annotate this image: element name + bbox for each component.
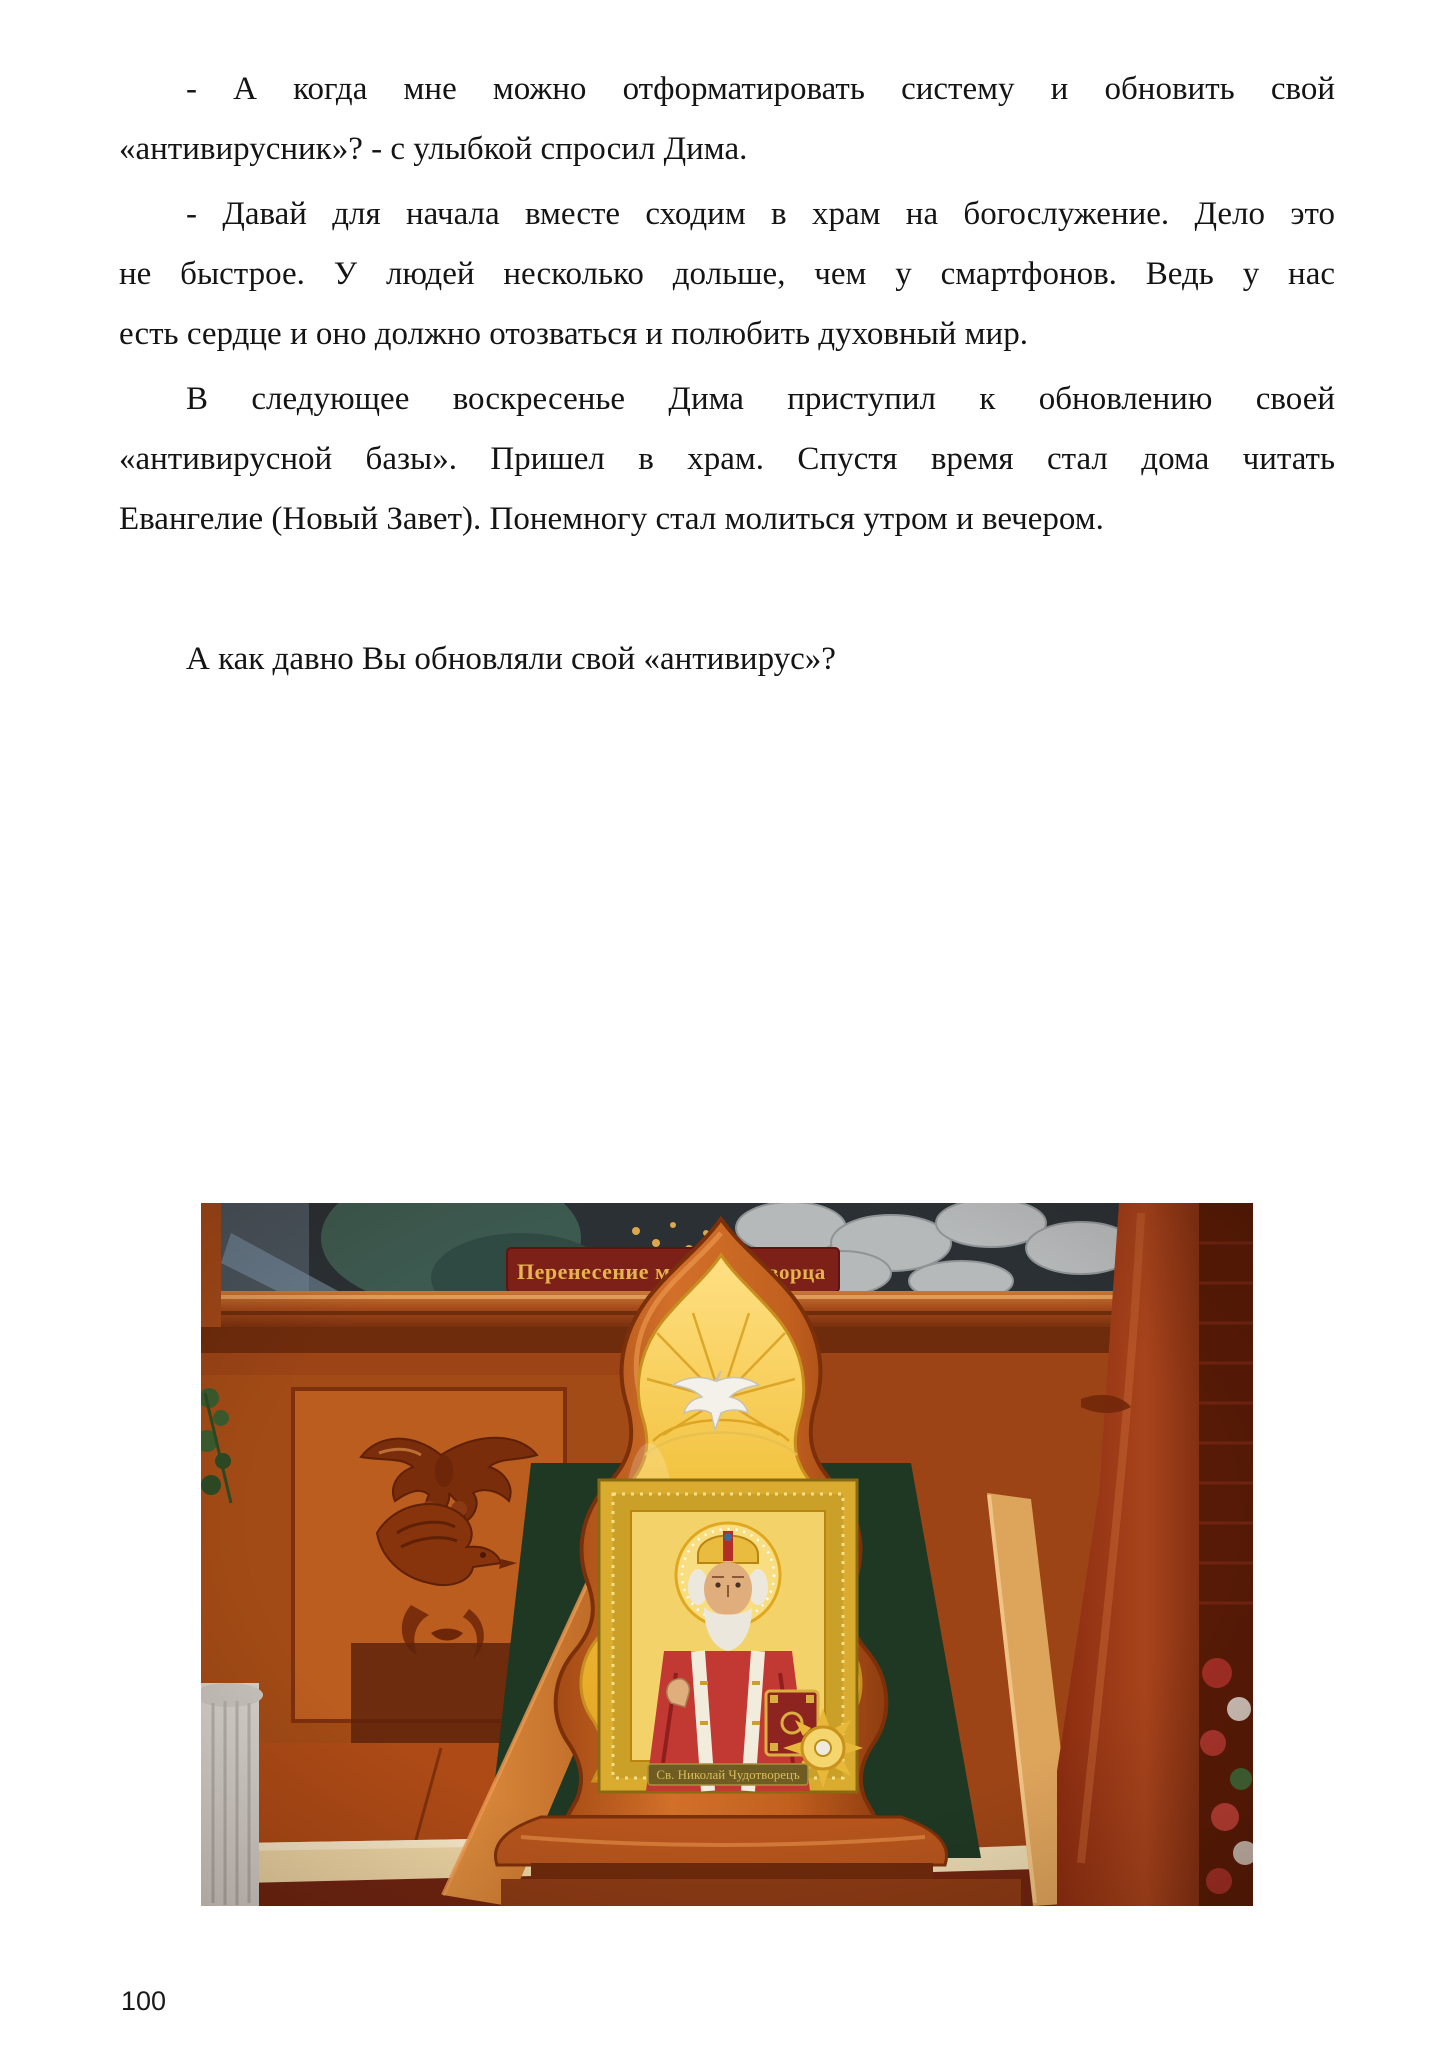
paragraph-line: В следующее воскресенье Дима приступил к обновлению своей [186, 381, 1335, 417]
paragraph-line: есть сердце и оно должно отозваться и полюбить духовный мир. [119, 316, 1028, 352]
vignette [201, 1203, 1253, 1906]
paragraph-line: Евангелие (Новый Завет). Понемногу стал молиться утром и вечером. [119, 501, 1104, 537]
page-number: 100 [121, 1986, 167, 2016]
paragraph-line: - А когда мне можно отформатировать систему и обновить свой [186, 71, 1335, 107]
paragraph-line: - Давай для начала вместе сходим в храм на богослужение. Дело это [186, 196, 1335, 232]
paragraph [119, 629, 1335, 689]
paragraph [119, 369, 1335, 549]
paragraph [119, 184, 1335, 364]
paragraph [119, 59, 1335, 179]
paragraph-line: «антивирусной базы». Пришел в храм. Спустя время стал дома читать [119, 441, 1335, 477]
church-icon-photo [201, 1203, 1253, 1906]
paragraph-line: А как давно Вы обновляли свой «антивирус»? [186, 641, 836, 677]
paragraph-line: «антивирусник»? - с улыбкой спросил Дима. [119, 131, 748, 167]
text-block [119, 59, 1335, 694]
paragraph-line: не быстрое. У людей несколько дольше, чем у смартфонов. Ведь у нас [119, 256, 1335, 292]
